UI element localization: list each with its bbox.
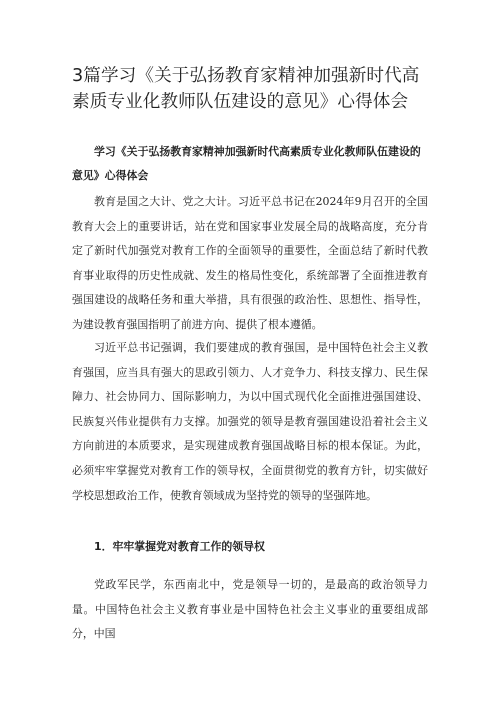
document-title: 3篇学习《关于弘扬教育家精神加强新时代高素质专业化教师队伍建设的意见》心得体会 (72, 66, 420, 112)
paragraph-1: 教育是国之大计、党之大计。习近平总书记在2024年9月召开的全国教育大会上的重要讲话，站在党和国家事业发展全局的战略高度，充分肯定了新时代加强党对教育工作的全面领导的重要性，全面总结了新时代教育事业取得的历史性成就、发生的格局性变化，系统部署了全面推进教育强国建设的战略任务和重大举措，具有很强的政治性、思想性、指导性，为建设教育强国指明了前进方向、提供了根本遵循。 (72, 195, 428, 331)
paragraph-2: 习近平总书记强调，我们要建成的教育强国，是中国特色社会主义教育强国，应当具有强大的思政引领力、人才竞争力、科技支撑力、民生保障力、社会协同力、国际影响力，为以中国式现代化全面推进强国建设、民族复兴伟业提供有力支撑。加强党的领导是教育强国建设沿着社会主义方向前进的本质要求，是实现建成教育强国战略目标的根本保证。为此，必须牢牢掌握党对教育工作的领导权，全面贯彻党的教育方针，切实做好学校思想政治工作，使教育领域成为坚持党的领导的坚强阵地。 (72, 341, 428, 502)
heading-1: 1．牢牢掌握党对教育工作的领导权 (94, 540, 265, 553)
paragraph-3: 党政军民学，东西南北中，党是领导一切的，是最高的政治领导力量。中国特色社会主义教育事业是中国特色社会主义事业的重要组成部分，中国 (72, 578, 428, 641)
section-title: 学习《关于弘扬教育家精神加强新时代高素质专业化教师队伍建设的意见》心得体会 (72, 145, 421, 182)
